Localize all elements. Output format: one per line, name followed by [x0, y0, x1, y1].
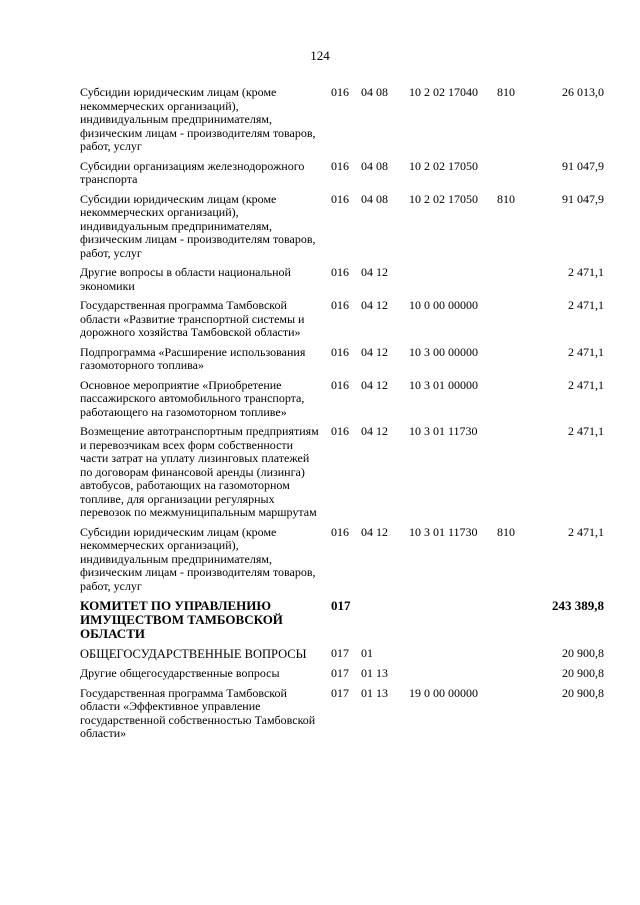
- row-name: Государственная программа Тамбовской области «Развитие транспортной системы и дорожного хозяйства Тамбовской области»: [80, 298, 305, 339]
- amount: 2 471,1: [568, 344, 604, 359]
- table-row: [0, 526, 640, 594]
- row-name: Другие общегосударственные вопросы: [80, 666, 280, 680]
- row-name: Возмещение автотранспортным предприятиям и перевозчикам всех форм собственности части затрат на уплату лизинговых платежей по договорам финансовой аренды (лизинга) автобусов, работающих на газомоторном топливе, для организации регулярных перевозок по межмуниципальным маршрутам: [80, 424, 319, 519]
- ministry-code: 017: [331, 598, 351, 613]
- amount: 91 047,9: [562, 191, 604, 206]
- ministry-code: 016: [331, 158, 349, 173]
- row-name: Подпрограмма «Расширение использования газомоторного топлива»: [80, 344, 306, 372]
- ministry-code: 016: [331, 298, 349, 312]
- row-name: Другие вопросы в области национальной экономики: [80, 265, 291, 293]
- target-article-code: 10 2 02 17050: [409, 158, 478, 173]
- table-row: [0, 599, 640, 641]
- section-code: 04 08: [361, 158, 388, 173]
- section-code: 04 12: [361, 344, 388, 359]
- row-name: ОБЩЕГОСУДАРСТВЕННЫЕ ВОПРОСЫ: [80, 647, 307, 661]
- table-row: [0, 425, 640, 520]
- amount: 2 471,1: [568, 424, 604, 438]
- ministry-code: 017: [331, 685, 349, 700]
- page-number: 124: [310, 48, 330, 63]
- ministry-code: 016: [331, 377, 349, 392]
- ministry-code: 016: [331, 344, 349, 359]
- budget-table: [0, 86, 640, 747]
- section-code: 01 13: [361, 685, 388, 700]
- table-row: [0, 193, 640, 261]
- table-row: [0, 266, 640, 293]
- ministry-code: 017: [331, 666, 349, 680]
- ministry-code: 017: [331, 646, 349, 660]
- target-article-code: 10 2 02 17050: [409, 191, 478, 206]
- row-name: Субсидии юридическим лицам (кроме некоммерческих организаций), индивидуальным предпринимателям, физическим лицам - производителям товаров, работ, услуг: [80, 524, 316, 593]
- target-article-code: 19 0 00 00000: [409, 685, 478, 700]
- section-code: 04 12: [361, 377, 388, 392]
- table-row: [0, 86, 640, 154]
- target-article-code: 10 3 00 00000: [409, 344, 478, 359]
- section-code: 04 08: [361, 85, 388, 99]
- section-code: 04 12: [361, 265, 388, 279]
- amount: 2 471,1: [568, 524, 604, 539]
- amount: 20 900,8: [562, 666, 604, 680]
- table-row: [0, 687, 640, 741]
- amount: 243 389,8: [552, 598, 604, 613]
- target-article-code: 10 3 01 00000: [409, 377, 478, 392]
- amount: 26 013,0: [562, 85, 604, 99]
- section-code: 01 13: [361, 666, 388, 680]
- row-name: Субсидии организациям железнодорожного транспорта: [80, 158, 305, 186]
- amount: 20 900,8: [562, 685, 604, 700]
- expense-type-code: 810: [497, 524, 515, 539]
- section-code: 04 12: [361, 524, 388, 539]
- amount: 2 471,1: [568, 298, 604, 312]
- section-code: 04 12: [361, 424, 388, 438]
- table-row: [0, 160, 640, 187]
- amount: 2 471,1: [568, 377, 604, 392]
- row-name: Основное мероприятие «Приобретение пассажирского автомобильного транспорта, работающего на газомоторном топливе»: [80, 377, 305, 419]
- row-name: Субсидии юридическим лицам (кроме некоммерческих организаций), индивидуальным предпринимателям, физическим лицам - производителям товаров, работ, услуг: [80, 191, 316, 260]
- table-row: [0, 667, 640, 681]
- table-row: [0, 379, 640, 420]
- section-code: 01: [361, 646, 373, 660]
- ministry-code: 016: [331, 85, 349, 99]
- ministry-code: 016: [331, 265, 349, 279]
- ministry-code: 016: [331, 524, 349, 539]
- amount: 2 471,1: [568, 265, 604, 279]
- ministry-code: 016: [331, 424, 349, 438]
- amount: 20 900,8: [562, 646, 604, 660]
- row-name: КОМИТЕТ ПО УПРАВЛЕНИЮ ИМУЩЕСТВОМ ТАМБОВСКОЙ ОБЛАСТИ: [80, 598, 283, 641]
- section-code: 04 12: [361, 298, 388, 312]
- target-article-code: 10 3 01 11730: [409, 424, 478, 438]
- table-row: [0, 299, 640, 340]
- section-code: 04 08: [361, 191, 388, 206]
- expense-type-code: 810: [497, 85, 515, 99]
- table-row: [0, 647, 640, 661]
- ministry-code: 016: [331, 191, 349, 206]
- row-name: Государственная программа Тамбовской области «Эффективное управление государственной собственностью Тамбовской области»: [80, 685, 316, 740]
- amount: 91 047,9: [562, 158, 604, 173]
- expense-type-code: 810: [497, 191, 515, 206]
- target-article-code: 10 3 01 11730: [409, 524, 478, 539]
- target-article-code: 10 2 02 17040: [409, 85, 478, 99]
- table-row: [0, 346, 640, 373]
- row-name: Субсидии юридическим лицам (кроме некоммерческих организаций), индивидуальным предпринимателям, физическим лицам - производителям товаров, работ, услуг: [80, 85, 316, 153]
- target-article-code: 10 0 00 00000: [409, 298, 478, 312]
